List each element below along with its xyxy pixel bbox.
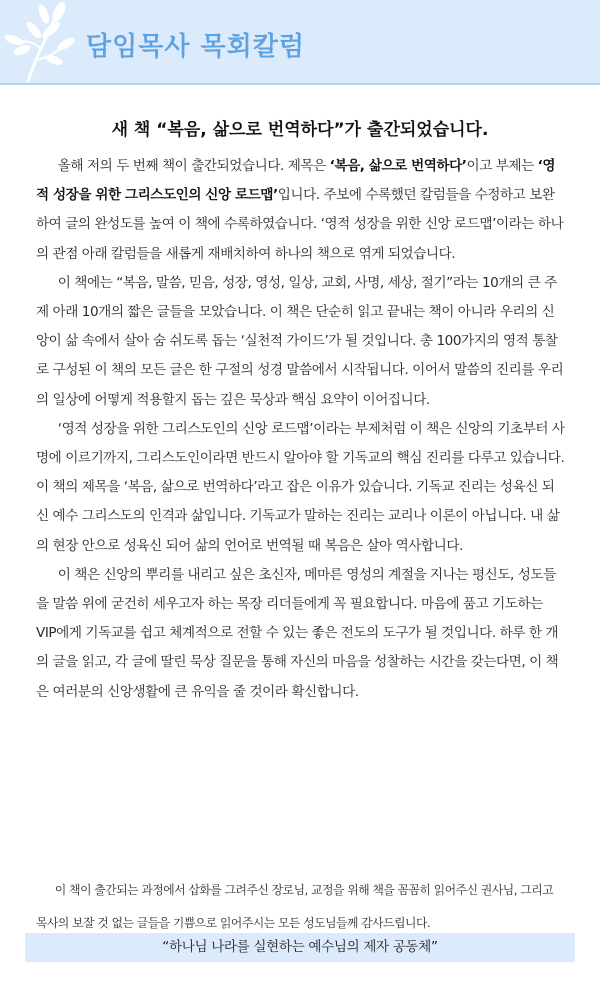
paragraph-1-text-a: 올해 저의 두 번째 책이 출간되었습니다. 제목은 [57,158,330,174]
page-title: 담임목사 목회칼럼 [86,32,305,62]
column-header [0,0,600,85]
paragraph-1-text-b: 이고 부제는 [466,158,538,174]
article-body [36,152,566,707]
paragraph-1-text-c: 입니다. 주보에 수록했던 칼럼들을 수정하고 보완하여 글의 완성도를 높여 이 책에 수록하였습니다. ‘영적 성장을 위한 신앙 로드맵’이라는 하나의 관점 아래 칼럼들을 새롭게 재배치하여 하나의 책으로 엮게 되었습니다. [36,187,564,262]
book-subtitle-emphasis: ‘영적 성장을 위한 그리스도인의 신앙 로드맵’ [36,158,556,204]
paragraph-4: 이 책은 신앙의 뿌리를 내리고 싶은 초신자, 메마른 영성의 계절을 지나는 평신도, 성도들을 말씀 위에 굳건히 세우고자 하는 목장 리더들에게 꼭 필요합니다. 마음에 품고 기도하는 VIP에게 기독교를 쉽고 체계적으로 전할 수 있는 좋은 전도의 도구가 될 것입니다. 하루 한 개의 글을 읽고, 각 글에 딸린 묵상 질문을 통해 자신의 마음을 성찰하는 시간을 갖는다면, 이 책은 여러분의 신앙생활에 큰 유익을 줄 것이라 확신합니다. [36,566,559,700]
paragraph-1 [36,152,566,269]
acknowledgement-text: 이 책이 출간되는 과정에서 삽화를 그려주신 장로님, 교정을 위해 책을 꼼꼼히 읽어주신 권사님, 그리고 목사의 보잘 것 없는 글들을 기쁨으로 읽어주시는 모든 성도님들께 감사드립니다. [36,883,554,930]
article-title: 새 책 “복음, 삶으로 번역하다”가 출간되었습니다. [111,120,489,140]
paragraph-2: 이 책에는 “복음, 말씀, 믿음, 성장, 영성, 일상, 교회, 사명, 세상, 절기”라는 10개의 큰 주제 아래 10개의 짧은 글들을 모았습니다. 이 책은 단순히 읽고 끝내는 책이 아니라 우리의 신앙이 삶 속에서 살아 숨 쉬도록 돕는 ‘실천적 가이드’가 될 것입니다. 총 100가지의 영적 통찰로 구성된 이 책의 모든 글은 한 구절의 성경 말씀에서 시작됩니다. 이어서 말씀의 진리를 우리의 일상에 어떻게 적용할지 돕는 깊은 묵상과 핵심 요약이 이어집니다. [36,274,564,408]
acknowledgement [36,874,566,940]
church-motto-banner: “하나님 나라를 실현하는 예수님의 제자 공동체” [25,933,575,962]
leaf-branch-icon [4,2,76,82]
paragraph-3: ‘영적 성장을 위한 그리스도인의 신앙 로드맵’이라는 부제처럼 이 책은 신앙의 기초부터 사명에 이르기까지, 그리스도인이라면 반드시 알아야 할 기독교의 핵심 진리를 다루고 있습니다. 이 책의 제목을 ‘복음, 삶으로 번역하다’라고 잡은 이유가 있습니다. 기독교 진리는 성육신 되신 예수 그리스도의 인격과 삶입니다. 기독교가 말하는 진리는 교리나 이론이 아닙니다. 내 삶의 현장 안으로 성육신 되어 삶의 언어로 번역될 때 복음은 살아 역사합니다. [36,420,565,554]
book-title-emphasis: ‘복음, 삶으로 번역하다’ [329,158,467,174]
